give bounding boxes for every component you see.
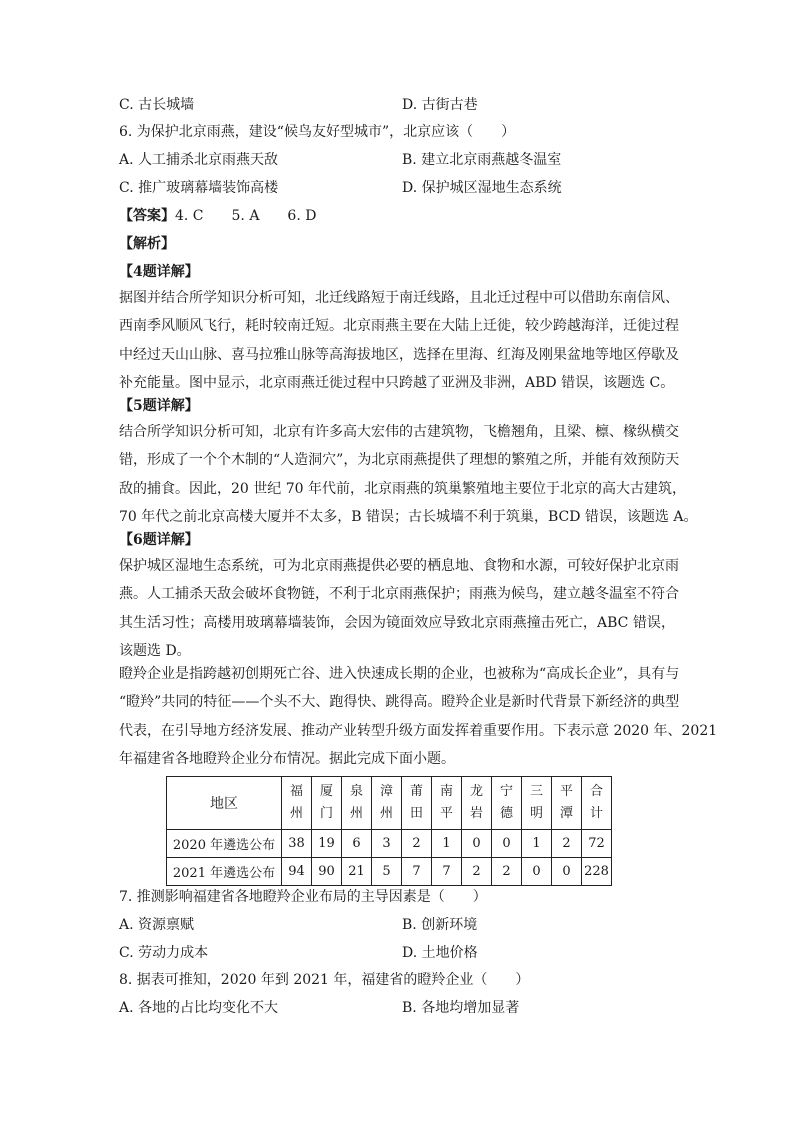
q7-option-b: B. 创新环境	[402, 917, 478, 933]
q6-detail-text	[119, 552, 679, 666]
column-header: 合 计	[582, 777, 612, 830]
column-header: 三 明	[522, 777, 552, 830]
q6-detail-line: 保护城区湿地生态系统，可为北京雨燕提供必要的栖息地、食物和水源，可较好保护北京雨	[119, 558, 679, 574]
answer-value: 4. C 5. A 6. D	[175, 208, 317, 224]
q7-option-d: D. 土地价格	[402, 945, 478, 961]
table-cell: 0	[462, 830, 492, 858]
gazelle-intro-line: “瞪羚”共同的特征——个头不大、跑得快、跳得高。瞪羚企业是新时代背景下新经济的典型	[119, 694, 680, 711]
question-8-stem: 8. 据表可推知，2020 年到 2021 年，福建省的瞪羚企业（ ）	[119, 972, 530, 988]
table-cell: 0	[552, 858, 582, 886]
question-7-stem: 7. 推测影响福建省各地瞪羚企业布局的主导因素是（ ）	[119, 889, 487, 905]
table-header-row	[167, 777, 612, 830]
column-header: 漳 州	[372, 777, 402, 830]
q6-option-b: B. 建立北京雨燕越冬温室	[402, 152, 562, 168]
q8-option-a: A. 各地的占比均变化不大	[119, 1000, 279, 1016]
q8-option-b: B. 各地均增加显著	[402, 1000, 520, 1016]
table-cell: 2	[462, 858, 492, 886]
column-header: 莆 田	[402, 777, 432, 830]
row-label: 2021 年遴选公布	[167, 858, 282, 886]
table-cell: 2	[492, 858, 522, 886]
gazelle-intro-text	[119, 660, 718, 774]
table-corner-header: 地区	[167, 777, 282, 830]
q5-detail-line: 70 年代之前北京高楼大厦并不太多，B 错误；古长城墙不利于筑巢，BCD 错误，该题选 A。	[119, 509, 698, 526]
gazelle-distribution-table	[166, 776, 612, 886]
option-d-q5: D. 古街古巷	[402, 97, 478, 113]
q5-detail-title: 【5题详解】	[119, 398, 199, 414]
table-cell: 3	[372, 830, 402, 858]
q6-option-a: A. 人工捕杀北京雨燕天敌	[119, 152, 279, 168]
table-cell: 1	[522, 830, 552, 858]
q5-detail-text	[119, 418, 698, 532]
q4-detail-line: 据图并结合所学知识分析可知，北迁线路短于南迁线路，且北迁过程中可以借助东南信风、	[119, 290, 679, 306]
column-header: 福 州	[282, 777, 312, 830]
q7-option-a: A. 资源禀赋	[119, 917, 195, 933]
table-cell: 0	[522, 858, 552, 886]
q7-option-c: C. 劳动力成本	[119, 945, 209, 961]
table-cell: 72	[582, 830, 612, 858]
table-cell: 19	[312, 830, 342, 858]
q5-detail-line: 结合所学知识分析可知，北京有许多高大宏伟的古建筑物，飞檐翘角，且梁、檩、椽纵横交	[119, 424, 679, 440]
q6-detail-line: 该题选 D。	[119, 643, 191, 660]
q6-detail-title: 【6题详解】	[119, 532, 199, 548]
q6-option-d: D. 保护城区湿地生态系统	[402, 180, 562, 196]
gazelle-intro-line: 瞪羚企业是指跨越初创期死亡谷、进入快速成长期的企业，也被称为“高成长企业”，具有与	[119, 666, 680, 682]
table-row	[167, 830, 612, 858]
column-header: 宁 德	[492, 777, 522, 830]
column-header: 泉 州	[342, 777, 372, 830]
table-cell: 1	[432, 830, 462, 858]
table-cell: 0	[492, 830, 522, 858]
gazelle-intro-line: 代表，在引导地方经济发展、推动产业转型升级方面发挥着重要作用。下表示意 2020 年、2021	[119, 722, 718, 739]
q4-detail-line: 补充能量。图中显示，北京雨燕迁徙过程中只跨越了亚洲及非洲，ABD 错误，该题选 C。	[119, 375, 675, 392]
table-cell: 94	[282, 858, 312, 886]
column-header: 平 潭	[552, 777, 582, 830]
q4-detail-line: 中经过天山山脉、喜马拉雅山脉等高海拔地区，选择在里海、红海及刚果盆地等地区停歇及	[119, 346, 679, 363]
answer-label: 【答案】	[119, 208, 175, 224]
table-cell: 228	[582, 858, 612, 886]
column-header: 南 平	[432, 777, 462, 830]
q5-detail-line: 错，形成了一个个木制的“人造洞穴”，为北京雨燕提供了理想的繁殖之所，并能有效预防天	[119, 452, 680, 469]
table-cell: 2	[552, 830, 582, 858]
answer-line	[119, 206, 316, 226]
column-header: 厦 门	[312, 777, 342, 830]
table-cell: 5	[372, 858, 402, 886]
q6-option-c: C. 推广玻璃幕墙装饰高楼	[119, 180, 279, 196]
option-c-q5: C. 古长城墙	[119, 97, 195, 113]
q4-detail-title: 【4题详解】	[119, 264, 199, 280]
table-row	[167, 858, 612, 886]
q6-detail-line: 燕。人工捕杀天敌会破坏食物链，不利于北京雨燕保护；雨燕为候鸟，建立越冬温室不符合	[119, 586, 679, 603]
q4-detail-text	[119, 284, 679, 398]
table-cell: 38	[282, 830, 312, 858]
q6-detail-line: 其生活习性；高楼用玻璃幕墙装饰，会因为镜面效应导致北京雨燕撞击死亡，ABC 错误，	[119, 614, 675, 631]
row-label: 2020 年遴选公布	[167, 830, 282, 858]
table-cell: 7	[432, 858, 462, 886]
column-header: 龙 岩	[462, 777, 492, 830]
q4-detail-line: 西南季风顺风飞行，耗时较南迁短。北京雨燕主要在大陆上迁徙，较少跨越海洋，迁徙过程	[119, 318, 679, 335]
gazelle-intro-line: 年福建省各地瞪羚企业分布情况。据此完成下面小题。	[119, 751, 455, 768]
table-cell: 6	[342, 830, 372, 858]
table-cell: 90	[312, 858, 342, 886]
analysis-label: 【解析】	[119, 236, 175, 252]
table-cell: 21	[342, 858, 372, 886]
question-6-stem: 6. 为保护北京雨燕，建设“候鸟友好型城市”，北京应该（ ）	[119, 124, 516, 140]
q5-detail-line: 敌的捕食。因此，20 世纪 70 年代前，北京雨燕的筑巢繁殖地主要位于北京的高大古建筑，	[119, 480, 686, 497]
table-cell: 2	[402, 830, 432, 858]
table-cell: 7	[402, 858, 432, 886]
